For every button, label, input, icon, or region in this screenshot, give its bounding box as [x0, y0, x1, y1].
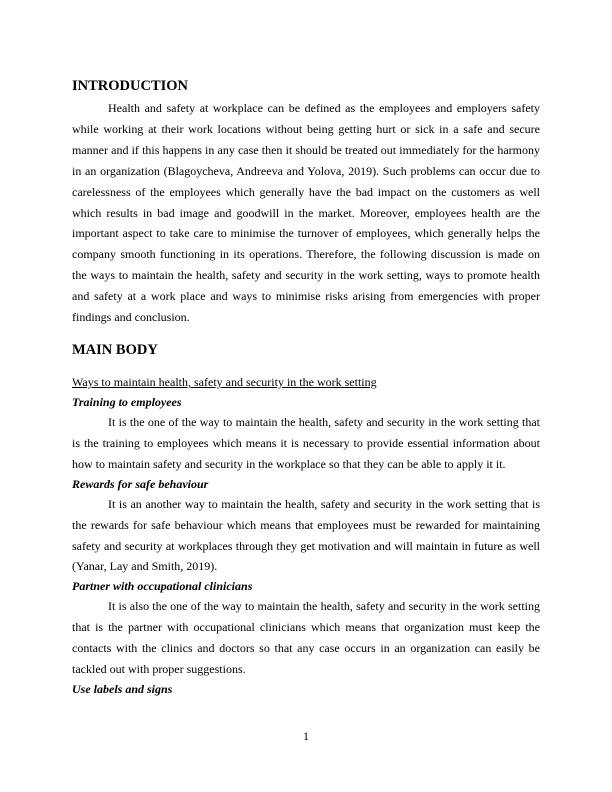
topic-paragraph-rewards: It is an another way to maintain the health, safety and security in the work setting that is the rewards for safe behaviour which means that employees must be rewarded for maintaining safety and security at workplaces through they get motivation and will maintain in future as well (Yanar, Lay and Smith, 2019).: [72, 496, 540, 574]
introduction-paragraph: Health and safety at workplace can be defined as the employees and employers safety while working at their work locations without being getting hurt or sick in a safe and secure manner and if this happens in any case then it should be treated out immediately for the harmony in an organization (Blagoycheva, Andreeva and Yolova, 2019). Such problems can occur due to carelessness of the employees which generally have the bad impact on the customers as well which results in bad image and goodwill in the market. Moreover, employees health are the important aspect to take care to minimise the turnover of employees, which generally helps the company smooth functioning in its operations. Therefore, the following discussion is made on the ways to maintain the health, safety and security in the work setting, ways to promote health and safety at a work place and ways to minimise risks arising from emergencies with proper findings and conclusion.: [72, 101, 540, 325]
section-subheading: Ways to maintain health, safety and security in the work setting: [72, 374, 377, 389]
main-body-heading: MAIN BODY: [72, 341, 158, 358]
topic-heading-clinicians: Partner with occupational clinicians: [72, 579, 253, 594]
topic-heading-rewards: Rewards for safe behaviour: [72, 476, 209, 491]
topic-heading-training: Training to employees: [72, 394, 182, 409]
page-number: 1: [303, 729, 309, 743]
topic-paragraph-training: It is the one of the way to maintain the health, safety and security in the work setting that is the training to employees which means it is necessary to provide essential information about how to maintain safety and security in the workplace so that they can be able to apply it it.: [72, 414, 540, 471]
page-content: [72, 77, 540, 699]
introduction-heading: INTRODUCTION: [72, 78, 189, 94]
topic-paragraph-clinicians: It is also the one of the way to maintain the health, safety and security in the work setting that is the partner with occupational clinicians which means that organization must keep the contacts with the clinics and doctors so that any case occurs in an organization can easily be tackled out with proper suggestions.: [72, 599, 540, 677]
topic-heading-labels: Use labels and signs: [72, 681, 173, 696]
